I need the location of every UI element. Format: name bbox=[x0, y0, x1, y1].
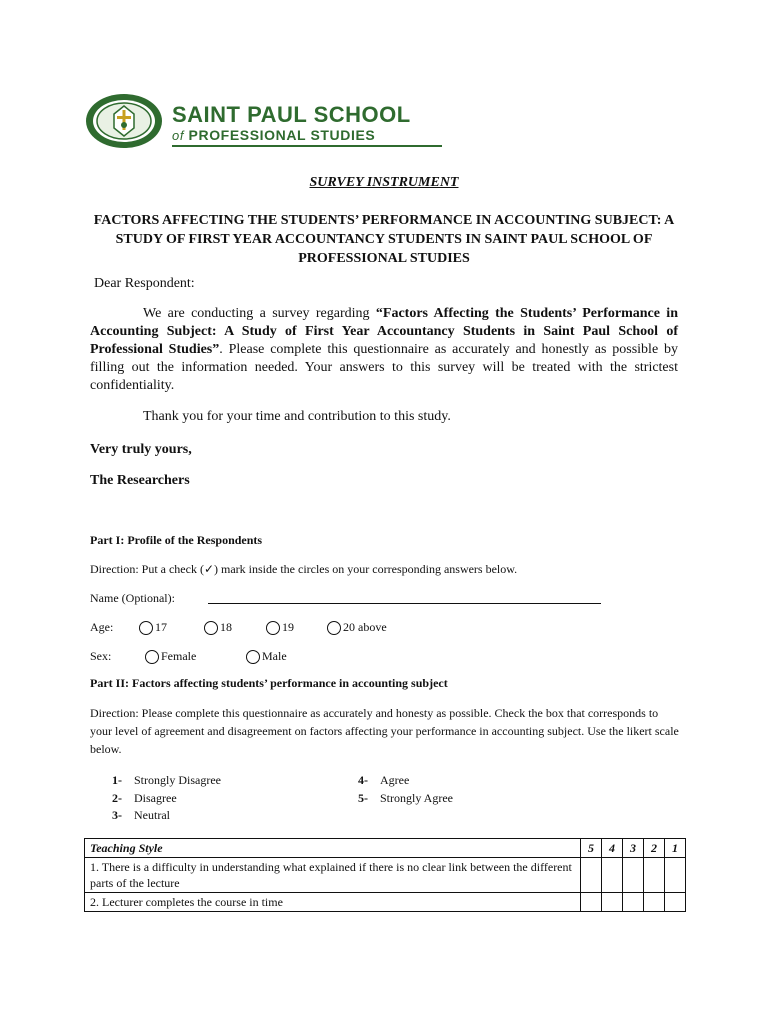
scale-num: 3- bbox=[112, 808, 122, 822]
rating-box-2[interactable] bbox=[644, 858, 665, 893]
sex-option-female: Female bbox=[161, 649, 197, 663]
part2-heading: Part II: Factors affecting students’ performance in accounting subject bbox=[90, 676, 448, 690]
survey-title: SURVEY INSTRUMENT bbox=[309, 175, 459, 190]
table-row bbox=[85, 893, 686, 912]
table-row bbox=[85, 858, 686, 893]
scale-label: Strongly Disagree bbox=[134, 773, 221, 787]
scale-label: Neutral bbox=[134, 808, 170, 822]
age-option-19: 19 bbox=[282, 620, 294, 634]
sex-option-male: Male bbox=[262, 649, 287, 663]
part2-direction: Direction: Please complete this questionnaire as accurately and honesty as possible. Check the box that corresponds to your level of agreement and disagreement on factors affecting your performance in accounting subject. Use the likert scale below. bbox=[90, 706, 679, 756]
scale-item-3 bbox=[112, 808, 170, 823]
school-name-line1: SAINT PAUL SCHOOL bbox=[172, 102, 411, 127]
sex-radio-female[interactable] bbox=[145, 650, 159, 664]
scale-num: 2- bbox=[112, 791, 122, 805]
table-section-header: Teaching Style bbox=[85, 839, 581, 858]
intro-paragraph bbox=[90, 305, 678, 395]
school-name-of: of bbox=[172, 128, 185, 143]
scale-num: 1- bbox=[112, 773, 122, 787]
rating-box-5[interactable] bbox=[581, 858, 602, 893]
rating-box-3[interactable] bbox=[623, 893, 644, 912]
age-radio-18[interactable] bbox=[204, 621, 218, 635]
rating-box-5[interactable] bbox=[581, 893, 602, 912]
school-name-line2 bbox=[172, 128, 452, 142]
table-header-row bbox=[85, 839, 686, 858]
scale-item-4 bbox=[358, 773, 409, 788]
rating-box-2[interactable] bbox=[644, 893, 665, 912]
school-seal-logo bbox=[84, 92, 164, 150]
column-header-1: 1 bbox=[665, 839, 686, 858]
sex-radio-male[interactable] bbox=[246, 650, 260, 664]
age-option-17: 17 bbox=[155, 620, 167, 634]
intro-study-title: “Factors Affecting the Students’ Performance in Accounting Subject: A Study of First Year Accountancy Students in Saint Paul School of Professional Studies” bbox=[90, 306, 678, 357]
scale-item-5 bbox=[358, 791, 453, 806]
signature: The Researchers bbox=[90, 473, 190, 488]
age-option-18: 18 bbox=[220, 620, 232, 634]
rating-box-4[interactable] bbox=[602, 893, 623, 912]
column-header-3: 3 bbox=[623, 839, 644, 858]
scale-label: Agree bbox=[380, 773, 410, 787]
school-name bbox=[172, 104, 452, 147]
scale-num: 4- bbox=[358, 773, 368, 787]
salutation: Dear Respondent: bbox=[94, 276, 195, 291]
school-name-professional: PROFESSIONAL STUDIES bbox=[188, 127, 376, 143]
main-title: FACTORS AFFECTING THE STUDENTS’ PERFORMANCE IN ACCOUNTING SUBJECT: A STUDY OF FIRST YEAR ACCOUNTANCY STUDENTS IN SAINT PAUL SCHOOL OF PROFESSIONAL STUDIES bbox=[93, 213, 675, 266]
scale-label: Strongly Agree bbox=[380, 791, 453, 805]
statement-2: 2. Lecturer completes the course in time bbox=[85, 893, 581, 912]
rating-box-1[interactable] bbox=[665, 893, 686, 912]
scale-label: Disagree bbox=[134, 791, 177, 805]
thanks-line: Thank you for your time and contribution to this study. bbox=[143, 409, 451, 424]
part1-direction: Direction: Put a check (✓) mark inside the circles on your corresponding answers below. bbox=[90, 562, 518, 576]
age-radio-19[interactable] bbox=[266, 621, 280, 635]
column-header-2: 2 bbox=[644, 839, 665, 858]
rating-box-4[interactable] bbox=[602, 858, 623, 893]
school-name-rule bbox=[172, 145, 442, 147]
rating-box-3[interactable] bbox=[623, 858, 644, 893]
intro-rest: . Please complete this questionnaire as accurately and honestly as possible by filling out the information needed. Your answers to this survey will be treated with the strictest confidentiality. bbox=[90, 342, 678, 393]
teaching-style-table bbox=[84, 838, 686, 912]
column-header-4: 4 bbox=[602, 839, 623, 858]
rating-box-1[interactable] bbox=[665, 858, 686, 893]
scale-num: 5- bbox=[358, 791, 368, 805]
age-radio-17[interactable] bbox=[139, 621, 153, 635]
part1-heading: Part I: Profile of the Respondents bbox=[90, 533, 263, 547]
intro-lead: We are conducting a survey regarding bbox=[143, 306, 376, 321]
age-option-20-above: 20 above bbox=[343, 620, 387, 634]
closing: Very truly yours, bbox=[90, 442, 192, 457]
age-label: Age: bbox=[90, 620, 114, 634]
statement-1: 1. There is a difficulty in understanding what explained if there is no clear link between the different parts of the lecture bbox=[85, 858, 581, 893]
sex-label: Sex: bbox=[90, 649, 112, 663]
scale-item-1 bbox=[112, 773, 221, 788]
name-label: Name (Optional): bbox=[90, 591, 175, 605]
scale-item-2 bbox=[112, 791, 177, 806]
age-radio-20-above[interactable] bbox=[327, 621, 341, 635]
name-input-line[interactable] bbox=[208, 603, 601, 604]
column-header-5: 5 bbox=[581, 839, 602, 858]
